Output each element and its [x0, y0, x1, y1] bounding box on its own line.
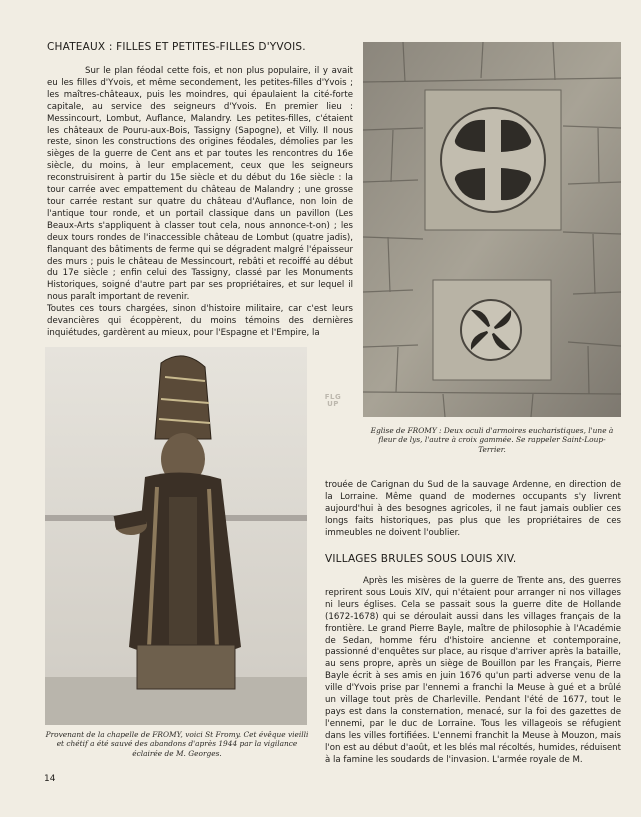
left-column-text — [47, 66, 353, 340]
right-column-text — [325, 576, 621, 767]
church-wall-caption: Eglise de FROMY : Deux oculi d'armoires eucharistiques, l'une à fleur de lys, l'autre à croix gammée. Se rappeler Saint-Loup-Terrier. — [370, 426, 614, 454]
statue-photo — [45, 347, 307, 725]
church-wall-photo — [363, 42, 621, 417]
watermark-logo — [318, 394, 348, 408]
statue-caption: Provenant de la chapelle de FROMY, voici St Fromy. Cet évêque vieilli et chétif a été sauvé des abandons d'après 1944 par la vigilance éclairée de M. Georges. — [45, 730, 309, 758]
paragraph: Après les misères de la guerre de Trente ans, des guerres reprirent sous Louis XIV, qui n'étaient pour arranger ni nos villages ni leurs églises. Cela se passait sous la guerre dite de Hollande (1672-1678) qui se déroulait aussi dans les villages français de la frontière. Le grand Pierre Bayle, maître de philosophie à l'Académie de Sedan, homme féru d'histoire ancienne et contemporaine, passionné d'enquêtes sur place, au risque d'arriver après la bataille, au sens propre, après un siège de Bouillon par les Français, Pierre Bayle écrit à ses amis en juin 1676 qu'un parti adverse venu de la ville d'Yvois prise par l'ennemi a franchi la Meuse à gué et a brûlé un village tout près de Charleville. Pendant l'été de 1677, tout le pays est dans la consternation, menacé, sur la foi des gazettes de l'ennemi, par le duc de Lorraine. Tous les villageois se réfugient dans les villes fortifiées. L'ennemi franchit la Meuse à Mouzon, mais l'on est au début d'août, et les blés mal récoltés, humides, réduisent à la famine les soudards de l'invasion. L'armée royale de M. — [325, 576, 621, 765]
watermark-line: FLG — [324, 393, 342, 401]
paragraph: Toutes ces tours chargées, sinon d'histoire militaire, car c'est leurs devancières qui écoppèrent, du moins témoins des dernières inquiétudes, gardèrent au mieux, pour l'Espagne et l'Empire, la — [47, 304, 353, 338]
right-column-continuation — [325, 480, 621, 540]
page-number: 14 — [44, 774, 56, 784]
watermark-line: UP — [327, 400, 339, 408]
paragraph: Sur le plan féodal cette fois, et non plus populaire, il y avait eu les filles d'Yvois, et même secondement, les petites-filles d'Yvois ; les maîtres-châteaux, puis les moindres, qui épaulaient la cité-forte capitale, au service des seigneurs d'Yvois. En premier lieu : Messincourt, Lombut, Auflance, Malandry. Les petites-filles, c'étaient les châteaux de Pouru-aux-Bois, Tassigny (Sapogne), et Villy. Il nous reste, sinon les constructions des origines féodales, démolies par les sièges de la guerre de Cent ans et par toutes les rencontres du 16e siècle, du moins, à leur emplacement, ceux que les seigneurs reconstruisirent à partir du 15e siècle et du début du 16e siècle : la tour carrée avec empattement du château de Malandry ; une grosse tour carrée restant sur quatre du château d'Auflance, non loin de l'antique tour ronde, et un portail classique dans un pavillon (Les Beaux-Arts s'appliquent à classer tout cela, nous annonce-t-on) ; les deux tours rondes de l'inaccessible château de Lombut (quatre jadis), flanquant des bâtiments de ferme qui se dégradent malgré l'épaisseur des murs ; puis le château de Messincourt, rebâti et recoiffé au début du 17e siècle ; enfin celui des Tassigny, classé par les Monuments Historiques, soigné d'autre part par ses propriétaires, et sur lequel il nous paraît important de revenir. — [47, 66, 353, 303]
section-heading-villages: VILLAGES BRULES SOUS LOUIS XIV. — [325, 553, 517, 565]
section-heading-chateaux: CHATEAUX : FILLES ET PETITES-FILLES D'YVOIS. — [47, 41, 306, 53]
paragraph: trouée de Carignan du Sud de la sauvage Ardenne, en direction de la Lorraine. Même quand de modernes occupants s'y livrent aujourd'hui à des besognes agricoles, il ne faut jamais oublier ces longs faits historiques, pas plus que les propriétaires de ces immeubles ne doivent l'oublier. — [325, 480, 621, 538]
